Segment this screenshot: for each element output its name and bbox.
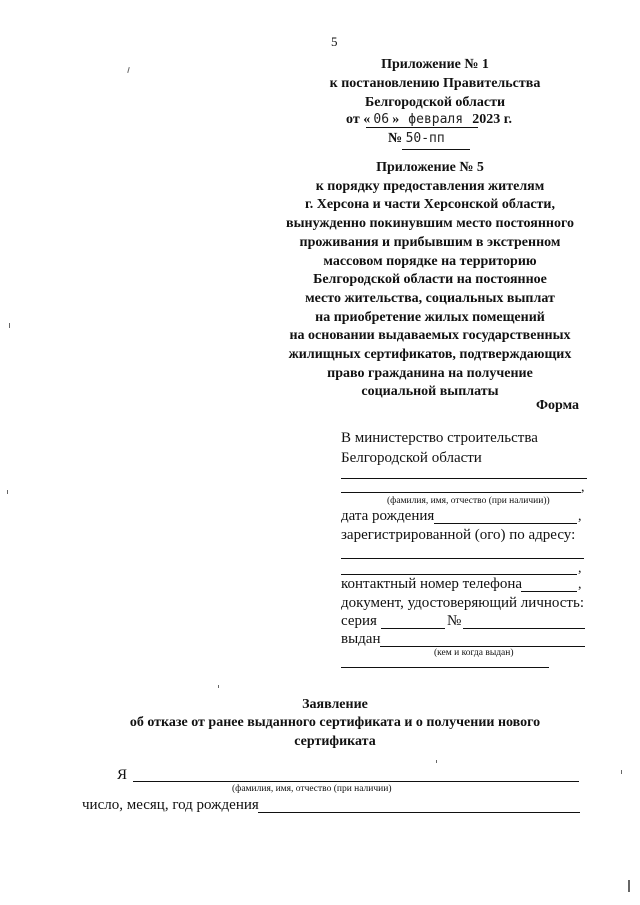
scan-speck <box>218 685 219 688</box>
appendix-5-line: на основании выдаваемых государственных <box>289 328 571 344</box>
appendix-5-line: вынужденно покинувшим место постоянного <box>286 216 574 232</box>
appendix-5-line: г. Херсона и части Херсонской области, <box>304 197 555 213</box>
appendix-5-line: проживания и прибывшим в экстренном <box>299 234 561 250</box>
appendix-5-line: жилищных сертификатов, подтверждающих <box>288 347 572 363</box>
scan-speck <box>9 323 10 328</box>
fio-blank-line-2 <box>341 492 581 493</box>
address-comma: , <box>578 561 582 576</box>
scan-speck <box>7 490 8 494</box>
appendix-5-line: социальной выплаты <box>361 384 499 400</box>
date-day: 06 <box>373 112 390 127</box>
addressee-line: Белгородской области <box>341 450 482 466</box>
appendix-1-title: Приложение № 1 <box>381 57 489 72</box>
number-underline <box>402 149 470 150</box>
registered-label: зарегистрированной (ого) по адресу: <box>341 527 576 543</box>
form-label: Форма <box>536 398 580 413</box>
birth-date-label: дата рождения <box>341 508 435 524</box>
appendix-5-block <box>280 159 580 402</box>
statement-subtitle-line: об отказе от ранее выданного сертификата и о получении нового <box>129 715 541 730</box>
scan-speck <box>436 760 437 763</box>
date-month: февраля <box>408 112 464 127</box>
appendix-1-date <box>346 112 512 128</box>
applicant-fio-caption: (фамилия, имя, отчество (при наличии) <box>232 784 392 794</box>
appendix-5-line: на приобретение жилых помещений <box>315 309 545 325</box>
scan-speck <box>127 67 130 73</box>
series-label: серия <box>341 613 377 629</box>
number-value: 50-пп <box>405 131 445 146</box>
fio-comma: , <box>581 480 585 495</box>
appendix-5-line: массовом порядке на территорию <box>323 253 537 269</box>
address-blank-line-2 <box>341 574 577 575</box>
birth-date-comma: , <box>578 509 582 524</box>
appendix-5-line: право гражданина на получение <box>327 365 533 381</box>
issued-caption: (кем и когда выдан) <box>434 648 514 658</box>
appendix-1-line: к постановлению Правительства <box>329 76 541 91</box>
date-prefix: от « <box>346 112 371 127</box>
fio-blank-line-1 <box>341 478 587 479</box>
issued-blank <box>380 646 585 647</box>
addressee-line: В министерство строительства <box>341 430 538 446</box>
number-prefix: № <box>388 131 403 146</box>
fio-caption: (фамилия, имя, отчество (при наличии)) <box>387 496 550 506</box>
appendix-5-line: Белгородской области на постоянное <box>313 272 547 288</box>
statement-subtitle-line: сертификата <box>294 734 376 749</box>
phone-blank <box>521 591 577 592</box>
birth-date-blank <box>434 523 577 524</box>
id-doc-label: документ, удостоверяющий личность: <box>341 595 584 611</box>
phone-comma: , <box>578 577 582 592</box>
address-blank-line-1 <box>341 558 584 559</box>
issued-blank-line-2 <box>341 667 549 668</box>
statement-title: Заявление <box>302 697 368 712</box>
issued-label: выдан <box>341 631 381 647</box>
page-number: 5 <box>331 34 338 49</box>
phone-label: контактный номер телефона <box>341 576 523 592</box>
doc-number-blank <box>463 628 585 629</box>
series-blank <box>381 628 445 629</box>
scan-speck <box>621 770 622 774</box>
appendix-5-line: к порядку предоставления жителям <box>315 178 545 194</box>
number-label: № <box>447 613 462 629</box>
appendix-1-line: Белгородской области <box>364 95 506 110</box>
appendix-1-number <box>388 131 445 147</box>
scan-speck <box>628 880 630 892</box>
date-year: 2023 г. <box>472 112 512 127</box>
date-mid: » <box>392 112 400 127</box>
applicant-fio-blank <box>133 781 579 782</box>
appendix-5-line: место жительства, социальных выплат <box>305 290 555 306</box>
appendix-5-title: Приложение № 5 <box>376 160 484 175</box>
dob-blank <box>258 812 580 813</box>
i-label: Я <box>117 767 128 783</box>
dob-label: число, месяц, год рождения <box>82 797 259 813</box>
date-underline <box>366 127 478 128</box>
